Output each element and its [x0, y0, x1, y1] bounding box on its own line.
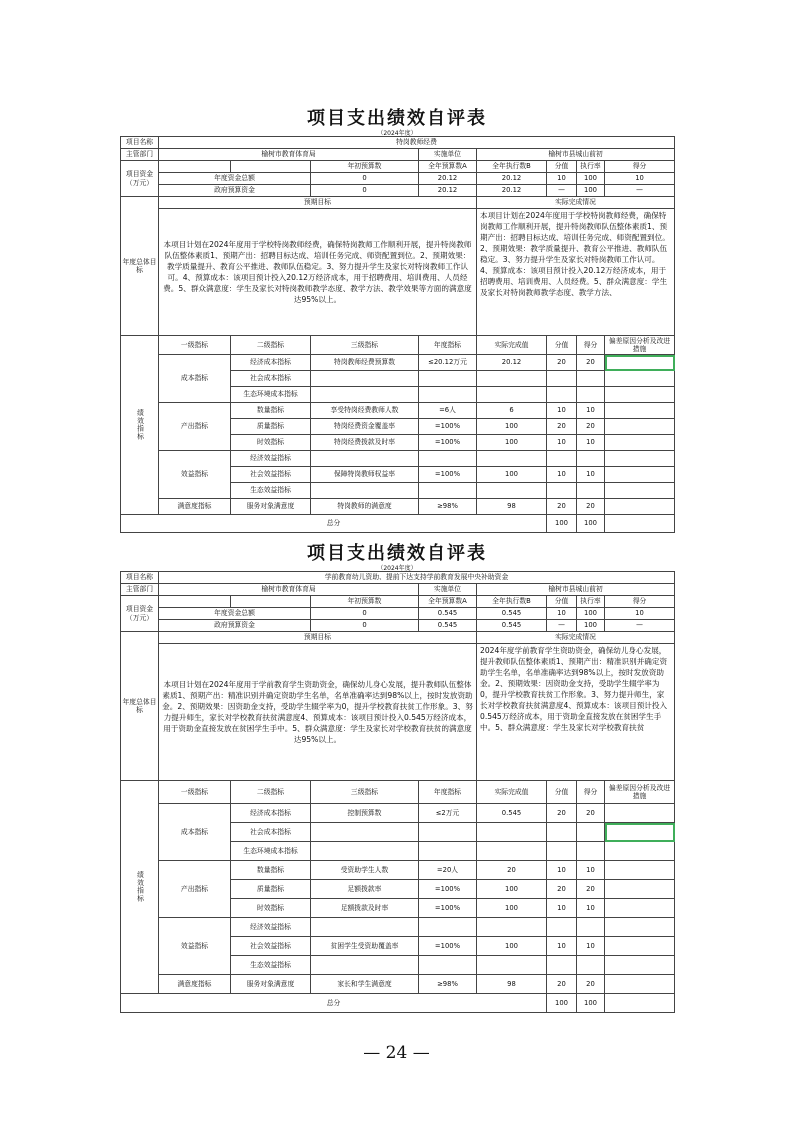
project-name-label: 项目名称 — [121, 572, 159, 584]
indicator-target: =100% — [419, 880, 477, 899]
indicator-l2: 生态效益指标 — [231, 956, 311, 975]
indicator-get: 20 — [577, 804, 605, 823]
performance-label: 绩效指标 — [121, 781, 159, 994]
indicator-l2: 数量指标 — [231, 861, 311, 880]
h-get: 得分 — [577, 781, 605, 804]
total-full: 0.545 — [419, 608, 477, 620]
total-score: 10 — [547, 608, 577, 620]
gov-initial: 0 — [311, 185, 419, 197]
planned-goal-text: 本项目计划在2024年度用于学校特岗教师经费，确保特岗教师工作顺利开展，提升特岗教师队伍整体素质1、预期产出：招聘目标达成、培训任务完成、师资配置到位。2、预期效果：教学质量提升、教育公平推进、教师队伍稳定。3、努力提升学生及家长对特岗教师工作认可。4、预算成本：该项目预计投入20.12万经济成本，用于招聘费用、培训费用、人员经费。5、群众满意度：学生及家长对特岗教师教学态度、教学方法、教学效果等方面的满意度达95%以上。 — [159, 209, 477, 336]
performance-label: 绩效指标 — [121, 336, 159, 515]
h-target: 年度指标 — [419, 336, 477, 355]
col-exec: 全年执行数B — [477, 161, 547, 173]
satisfaction-indicator: 满意度指标 — [159, 975, 231, 994]
impl-label: 实施单位 — [419, 584, 477, 596]
col-full: 全年预算数A — [419, 596, 477, 608]
self-evaluation-sheet-1 — [120, 100, 674, 528]
output-indicator: 产出指标 — [159, 861, 231, 918]
indicator-score: 10 — [547, 435, 577, 451]
indicator-l2: 时效指标 — [231, 435, 311, 451]
total-rate: 100 — [577, 173, 605, 185]
total-exec: 0.545 — [477, 608, 547, 620]
sheet-year: （2024年度） — [377, 565, 417, 572]
h-get: 得分 — [577, 336, 605, 355]
h-actual: 实际完成值 — [477, 781, 547, 804]
total-get: 10 — [605, 608, 675, 620]
h-l1: 一级指标 — [159, 781, 231, 804]
indicator-l3: 特岗教师经费预算数 — [311, 355, 419, 371]
effect-indicator: 效益指标 — [159, 451, 231, 499]
indicator-actual: 20.12 — [477, 355, 547, 371]
dept-label: 主管部门 — [121, 149, 159, 161]
indicator-get: 10 — [577, 467, 605, 483]
indicator-get: 10 — [577, 899, 605, 918]
gov-get: — — [605, 185, 675, 197]
h-reason: 偏差原因分析及改进措施 — [605, 336, 675, 355]
indicator-target: ≤2万元 — [419, 804, 477, 823]
indicator-get: 20 — [577, 880, 605, 899]
evaluation-table — [120, 571, 675, 1013]
indicator-l2: 社会效益指标 — [231, 937, 311, 956]
indicator-actual: 100 — [477, 435, 547, 451]
actual-goal-text: 本项目计划在2024年度用于学校特岗教师经费，确保特岗教师工作顺利开展，提升特岗教师队伍整体素质1、预期产出：招聘目标达成、培训任务完成、师资配置到位。2、预期效果：教学质量提升、教育公平推进、教师队伍稳定。3、努力提升学生及家长对特岗教师工作认可。4、预算成本：该项目预计投入20.12万经济成本，用于招聘费用、培训费用、人员经费。5、群众满意度：学生及家长对特岗教师教学态度、教学方法、 — [477, 209, 675, 336]
indicator-l3: 贫困学生受资助覆盖率 — [311, 937, 419, 956]
indicator-target: ≥98% — [419, 499, 477, 515]
indicator-l2: 质量指标 — [231, 419, 311, 435]
indicator-l3: 享受特岗经费教师人数 — [311, 403, 419, 419]
indicator-l2: 时效指标 — [231, 899, 311, 918]
h-l2: 二级指标 — [231, 336, 311, 355]
total-funds-label: 年度资金总额 — [159, 608, 311, 620]
cost-indicator: 成本指标 — [159, 804, 231, 861]
gov-full: 20.12 — [419, 185, 477, 197]
dept-label: 主管部门 — [121, 584, 159, 596]
page-number: — 24 — — [363, 1043, 430, 1063]
gov-full: 0.545 — [419, 620, 477, 632]
total-rate: 100 — [577, 608, 605, 620]
indicator-actual: 100 — [477, 467, 547, 483]
indicator-score: 10 — [547, 937, 577, 956]
h-l3: 三级指标 — [311, 336, 419, 355]
indicator-l3: 家长和学生满意度 — [311, 975, 419, 994]
indicator-score: 20 — [547, 804, 577, 823]
gov-funds-label: 政府预算资金 — [159, 185, 311, 197]
planned-goal-header: 预期目标 — [159, 197, 477, 209]
indicator-target: =100% — [419, 899, 477, 918]
total-label: 总分 — [121, 994, 547, 1013]
indicator-actual: 100 — [477, 419, 547, 435]
indicator-l2: 生态环境成本指标 — [231, 387, 311, 403]
indicator-l2: 服务对象满意度 — [231, 975, 311, 994]
total-get: 100 — [577, 515, 605, 533]
gov-rate: 100 — [577, 185, 605, 197]
indicator-target: =100% — [419, 467, 477, 483]
gov-score: — — [547, 620, 577, 632]
indicator-l2: 生态效益指标 — [231, 483, 311, 499]
total-score: 100 — [547, 515, 577, 533]
actual-goal-text: 2024年度学前教育学生资助资金，确保幼儿身心发展，提升教师队伍整体素质1、预期产出：精准识别并确定资助学生名单，名单准确率达到98%以上，按时发放资助金。2、预期效果：因资助金支持，受助学生辍学率为0，提升学校教育扶贫工作形象。3、努力提升师生，家长对学校教育扶贫满意度4、预算成本：该项目预计投入0.545万经济成本，用于资助金直接发放在贫困学生手中。5、群众满意度：学生及家长对学校教育扶贫 — [477, 644, 675, 781]
indicator-actual: 98 — [477, 499, 547, 515]
indicator-l3: 足额拨款及时率 — [311, 899, 419, 918]
indicator-score: 20 — [547, 880, 577, 899]
output-indicator: 产出指标 — [159, 403, 231, 451]
actual-goal-header: 实际完成情况 — [477, 632, 675, 644]
indicator-l2: 数量指标 — [231, 403, 311, 419]
h-l2: 二级指标 — [231, 781, 311, 804]
sheet-title: 项目支出绩效自评表 — [307, 108, 487, 129]
indicator-l3: 足额拨款率 — [311, 880, 419, 899]
sheet-year: （2024年度） — [377, 130, 417, 137]
total-exec: 20.12 — [477, 173, 547, 185]
gov-exec: 0.545 — [477, 620, 547, 632]
evaluation-table — [120, 136, 675, 533]
indicator-actual: 20 — [477, 861, 547, 880]
project-name-value: 学前教育幼儿资助、提前下达支持学前教育发展中央补助资金 — [159, 572, 675, 584]
funds-label: 项目资金（万元） — [121, 596, 159, 632]
gov-exec: 20.12 — [477, 185, 547, 197]
cost-indicator: 成本指标 — [159, 355, 231, 403]
indicator-l2: 经济效益指标 — [231, 451, 311, 467]
sheet-title: 项目支出绩效自评表 — [307, 543, 487, 564]
self-evaluation-sheet-2 — [120, 535, 674, 1005]
indicator-target: =100% — [419, 435, 477, 451]
project-name-label: 项目名称 — [121, 137, 159, 149]
col-rate: 执行率 — [577, 596, 605, 608]
selected-cell[interactable] — [605, 823, 675, 842]
indicator-get: 20 — [577, 355, 605, 371]
indicator-l3: 控制预算数 — [311, 804, 419, 823]
indicator-actual: 100 — [477, 899, 547, 918]
h-l1: 一级指标 — [159, 336, 231, 355]
impl-label: 实施单位 — [419, 149, 477, 161]
indicator-score: 10 — [547, 899, 577, 918]
gov-initial: 0 — [311, 620, 419, 632]
indicator-actual: 98 — [477, 975, 547, 994]
indicator-l2: 社会成本指标 — [231, 823, 311, 842]
indicator-actual: 100 — [477, 937, 547, 956]
indicator-l3: 特岗教师的满意度 — [311, 499, 419, 515]
total-full: 20.12 — [419, 173, 477, 185]
gov-score: — — [547, 185, 577, 197]
h-actual: 实际完成值 — [477, 336, 547, 355]
selected-cell[interactable] — [605, 355, 675, 371]
h-l3: 三级指标 — [311, 781, 419, 804]
project-name-value: 特岗教师经费 — [159, 137, 675, 149]
total-score: 100 — [547, 994, 577, 1013]
indicator-score: 10 — [547, 467, 577, 483]
col-get: 得分 — [605, 161, 675, 173]
indicator-actual: 100 — [477, 880, 547, 899]
funds-label: 项目资金（万元） — [121, 161, 159, 197]
h-reason: 偏差原因分析及改进措施 — [605, 781, 675, 804]
planned-goal-header: 预期目标 — [159, 632, 477, 644]
indicator-get: 10 — [577, 861, 605, 880]
indicator-l2: 经济效益指标 — [231, 918, 311, 937]
indicator-l3: 保障特岗教师权益率 — [311, 467, 419, 483]
col-full: 全年预算数A — [419, 161, 477, 173]
indicator-get: 10 — [577, 403, 605, 419]
col-initial: 年初预算数 — [311, 161, 419, 173]
indicator-l2: 经济成本指标 — [231, 804, 311, 823]
impl-value: 榆树市县城山前初 — [477, 584, 675, 596]
indicator-target: =6人 — [419, 403, 477, 419]
indicator-l2: 质量指标 — [231, 880, 311, 899]
total-funds-label: 年度资金总额 — [159, 173, 311, 185]
indicator-l2: 生态环境成本指标 — [231, 842, 311, 861]
annual-goal-label: 年度总体目标 — [121, 197, 159, 336]
gov-get: — — [605, 620, 675, 632]
indicator-l3: 特岗经费资金覆盖率 — [311, 419, 419, 435]
indicator-target: ≥98% — [419, 975, 477, 994]
total-label: 总分 — [121, 515, 547, 533]
indicator-l2: 社会成本指标 — [231, 371, 311, 387]
indicator-get: 20 — [577, 419, 605, 435]
indicator-get: 20 — [577, 499, 605, 515]
indicator-actual: 6 — [477, 403, 547, 419]
indicator-target: =20人 — [419, 861, 477, 880]
total-initial: 0 — [311, 173, 419, 185]
indicator-score: 20 — [547, 975, 577, 994]
h-score: 分值 — [547, 781, 577, 804]
gov-funds-label: 政府预算资金 — [159, 620, 311, 632]
dept-value: 榆树市教育体育局 — [159, 584, 419, 596]
total-initial: 0 — [311, 608, 419, 620]
indicator-actual: 0.545 — [477, 804, 547, 823]
col-get: 得分 — [605, 596, 675, 608]
h-score: 分值 — [547, 336, 577, 355]
indicator-get: 20 — [577, 975, 605, 994]
col-score: 分值 — [547, 161, 577, 173]
col-rate: 执行率 — [577, 161, 605, 173]
indicator-target: ≤20.12万元 — [419, 355, 477, 371]
satisfaction-indicator: 满意度指标 — [159, 499, 231, 515]
col-exec: 全年执行数B — [477, 596, 547, 608]
effect-indicator: 效益指标 — [159, 918, 231, 975]
indicator-l2: 服务对象满意度 — [231, 499, 311, 515]
indicator-target: =100% — [419, 937, 477, 956]
indicator-target: =100% — [419, 419, 477, 435]
indicator-get: 10 — [577, 937, 605, 956]
col-initial: 年初预算数 — [311, 596, 419, 608]
indicator-l2: 社会效益指标 — [231, 467, 311, 483]
indicator-score: 10 — [547, 861, 577, 880]
indicator-score: 20 — [547, 499, 577, 515]
col-score: 分值 — [547, 596, 577, 608]
indicator-score: 20 — [547, 355, 577, 371]
indicator-l2: 经济成本指标 — [231, 355, 311, 371]
impl-value: 榆树市县城山前初 — [477, 149, 675, 161]
indicator-score: 20 — [547, 419, 577, 435]
indicator-get: 10 — [577, 435, 605, 451]
gov-rate: 100 — [577, 620, 605, 632]
actual-goal-header: 实际完成情况 — [477, 197, 675, 209]
total-get: 10 — [605, 173, 675, 185]
total-get: 100 — [577, 994, 605, 1013]
annual-goal-label: 年度总体目标 — [121, 632, 159, 781]
dept-value: 榆树市教育体育局 — [159, 149, 419, 161]
h-target: 年度指标 — [419, 781, 477, 804]
indicator-score: 10 — [547, 403, 577, 419]
planned-goal-text: 本项目计划在2024年度用于学前教育学生资助资金，确保幼儿身心发展，提升教师队伍整体素质1、预期产出：精准识别并确定资助学生名单，名单准确率达到98%以上，按时发放资助金。2、预期效果：因资助金支持，受助学生辍学率为0，提升学校教育扶贫工作形象。3、努力提升师生，家长对学校教育扶贫满意度4、预算成本：该项目预计投入0.545万经济成本，用于资助金直接发放在贫困学生手中。5、群众满意度：学生及家长对学校教育扶贫的满意度达95%以上。 — [159, 644, 477, 781]
indicator-l3: 特岗经费拨款及时率 — [311, 435, 419, 451]
indicator-l3: 受资助学生人数 — [311, 861, 419, 880]
total-score: 10 — [547, 173, 577, 185]
